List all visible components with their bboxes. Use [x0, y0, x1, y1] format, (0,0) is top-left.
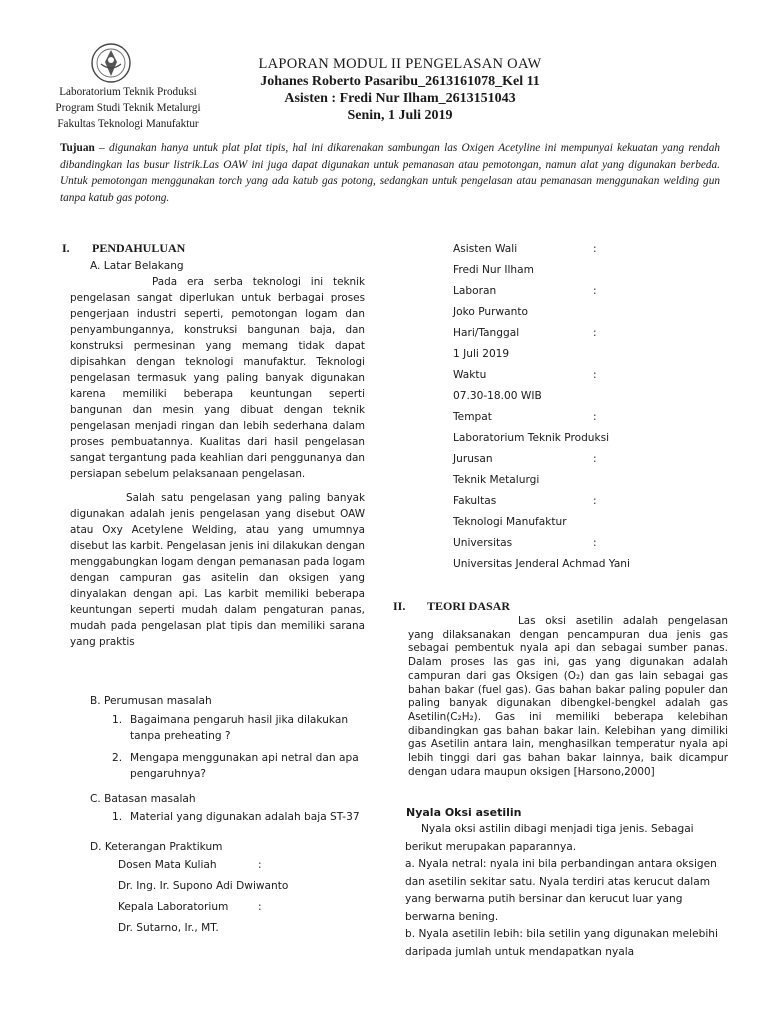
keterangan-label: Dosen Mata Kuliah	[118, 859, 217, 871]
info-value: Joko Purwanto	[453, 306, 528, 318]
list-text: Bagaimana pengaruh hasil jika dilakukan tanpa preheating ?	[130, 714, 349, 742]
info-row	[453, 344, 653, 365]
colon: :	[593, 537, 597, 549]
info-row	[453, 365, 653, 386]
info-row	[453, 323, 653, 344]
lab-line: Program Studi Teknik Metalurgi	[55, 102, 201, 114]
info-value: Fredi Nur Ilham	[453, 264, 534, 276]
info-row	[453, 449, 653, 470]
colon: :	[593, 495, 597, 507]
latar-belakang-text	[70, 274, 365, 650]
colon: :	[593, 453, 597, 465]
nyala-a: a. Nyala netral: nyala ini bila perbandingan antara oksigen dan asetilin sekitar satu. Nyala terdiri atas kerucut dalam yang berwarna putih bersinar dan kerucut luar yang berwarna bening.	[405, 858, 717, 923]
nyala-content	[405, 821, 723, 961]
section1-number: I.	[62, 241, 70, 255]
colon: :	[258, 901, 262, 913]
info-row	[453, 407, 653, 428]
report-author: Johanes Roberto Pasaribu_2613161078_Kel 11	[260, 74, 540, 89]
info-row	[453, 260, 653, 281]
info-label: Hari/Tanggal	[453, 327, 520, 339]
tujuan-label: Tujuan	[60, 142, 95, 154]
info-label: Laboran	[453, 285, 497, 297]
colon: :	[593, 285, 597, 297]
list-item	[112, 809, 370, 825]
report-header	[200, 56, 600, 124]
lab-line: Laboratorium Teknik Produksi	[59, 86, 197, 98]
list-number: 2.	[112, 752, 123, 764]
keterangan-value: Dr. Ing. Ir. Supono Adi Dwiwanto	[118, 880, 289, 892]
info-label: Jurusan	[453, 453, 493, 465]
info-row	[453, 554, 653, 575]
lab-line: Fakultas Teknologi Manufaktur	[57, 118, 199, 130]
teori-dasar-paragraph: Las oksi asetilin adalah pengelasan yang dilaksanakan dengan pencampuran dua jenis gas sebagai pembentuk nyala api dan sebagai sumber panas. Dalam proses las gas ini, gas yang digunakan adalah campuran dari gas Oksigen (O₂) dan gas lain sebagai gas bahan bakar (fuel gas). Gas bahan bakar paling populer dan paling banyak digunakan dibengkel-bengkel adalah gas Asetilin(C₂H₂). Gas ini memiliki beberapa kelebihan dibandingkan gas bahan bakar lain. Kelebihan yang dimiliki gas Asetilin antara lain, menghasilkan temperatur nyala api lebih tinggi dari gas bahan bakar lainnya, baik dicampur dengan udara maupun oksigen [Harsono,2000]	[408, 615, 728, 778]
perumusan-title: B. Perumusan masalah	[90, 695, 212, 707]
report-assistant: Asisten : Fredi Nur Ilham_2613151043	[284, 91, 516, 106]
info-row	[453, 302, 653, 323]
info-value: Universitas Jenderal Achmad Yani	[453, 558, 630, 570]
lab-affiliation	[28, 84, 228, 132]
university-logo	[90, 42, 132, 84]
batasan-list	[112, 809, 370, 825]
list-item	[112, 750, 370, 782]
info-row	[453, 512, 653, 533]
batasan-title: C. Batasan masalah	[90, 793, 196, 805]
nyala-b: b. Nyala asetilin lebih: bila setilin yang digunakan melebihi daripada jumlah untuk mendapatkan nyala	[405, 928, 718, 958]
nyala-title: Nyala Oksi asetilin	[406, 806, 522, 819]
keterangan-line	[118, 918, 368, 939]
keterangan-title: D. Keterangan Praktikum	[90, 841, 223, 853]
colon: :	[593, 327, 597, 339]
info-label: Waktu	[453, 369, 487, 381]
colon: :	[593, 369, 597, 381]
list-number: 1.	[112, 811, 123, 823]
info-label: Asisten Wali	[453, 243, 518, 255]
info-row	[453, 470, 653, 491]
colon: :	[258, 859, 262, 871]
info-label: Universitas	[453, 537, 513, 549]
nyala-intro: Nyala oksi astilin dibagi menjadi tiga jenis. Sebagai berikut merupakan paparannya.	[405, 823, 694, 853]
info-row	[453, 281, 653, 302]
info-row	[453, 428, 653, 449]
list-number: 1.	[112, 714, 123, 726]
list-text: Material yang digunakan adalah baja ST-37	[130, 811, 360, 823]
keterangan-lines	[118, 855, 368, 939]
keterangan-value: Dr. Sutarno, Ir., MT.	[118, 922, 219, 934]
info-row	[453, 491, 653, 512]
info-value: Laboratorium Teknik Produksi	[453, 432, 610, 444]
report-title: LAPORAN MODUL II PENGELASAN OAW	[258, 56, 542, 72]
tujuan-paragraph	[60, 140, 720, 206]
latar-paragraph-2: Salah satu pengelasan yang paling banyak digunakan adalah jenis pengelasan yang disebut OAW atau Oxy Acetylene Welding, atau yang umumnya disebut las karbit. Pengelasan jenis ini dilakukan dengan menggabungkan logam dengan pemanasan pada logam dengan campuran gas asitelin dan oksigen yang dinyalakan dengan api. Las karbit memiliki beberapa keuntungan seperti mudah dalam pengaturan panas, mudah pada pengelasan plat tipis dan memiliki sarana yang praktis	[70, 492, 365, 648]
info-label: Fakultas	[453, 495, 497, 507]
info-row	[453, 386, 653, 407]
list-item	[112, 712, 370, 744]
perumusan-list	[112, 712, 370, 782]
info-row	[453, 533, 653, 554]
report-date: Senin, 1 Juli 2019	[347, 108, 453, 123]
info-value: Teknik Metalurgi	[453, 474, 540, 486]
info-value: 1 Juli 2019	[453, 348, 510, 360]
keterangan-line	[118, 897, 368, 918]
tujuan-text: – digunakan hanya untuk plat plat tipis, hal ini dikarenakan sambungan las Oxigen Acetyline ini mempunyai kekuatan yang rendah dibandingkan las busur listrik.Las OAW ini juga dapat digunakan untuk pemanasan atau pemotongan, namun alat yang digunakan berbeda. Untuk pemotongan menggunakan torch yang ada katub gas potong, sedangkan untuk pengelasan atau pemanasan menggunakan welding gun tanpa katub gas potong.	[60, 142, 720, 204]
keterangan-line	[118, 855, 368, 876]
section1-title: PENDAHULUAN	[92, 241, 186, 255]
latar-belakang-title: A. Latar Belakang	[90, 260, 184, 272]
praktikum-info	[453, 239, 653, 575]
section2-number: II.	[393, 599, 406, 613]
keterangan-line	[118, 876, 368, 897]
colon: :	[593, 243, 597, 255]
keterangan-label: Kepala Laboratorium	[118, 901, 229, 913]
list-text: Mengapa menggunakan api netral dan apa pengaruhnya?	[130, 752, 359, 780]
info-label: Tempat	[453, 411, 492, 423]
latar-paragraph-1: Pada era serba teknologi ini teknik pengelasan sangat diperlukan untuk berbagai proses pengerjaan industri seperti, pemotongan logam dan penyambungannya, konstruksi bangunan baja, dan konstruksi permesinan yang memang tidak dapat dipisahkan dengan teknologi manufaktur. Teknologi pengelasan termasuk yang paling banyak digunakan karena memiliki beberapa keuntungan seperti bangunan dan mesin yang dibuat dengan teknik pengelasan menjadi ringan dan lebih sederhana dalam proses pembuatannya. Kualitas dari hasil pengelasan sangat tergantung pada keahlian dari penggunanya dan persiapan sebelum pelaksanaan pengelasan.	[70, 276, 365, 480]
section2-title: TEORI DASAR	[427, 599, 511, 613]
info-value: 07.30-18.00 WIB	[453, 390, 542, 402]
colon: :	[593, 411, 597, 423]
info-row	[453, 239, 653, 260]
info-value: Teknologi Manufaktur	[453, 516, 567, 528]
